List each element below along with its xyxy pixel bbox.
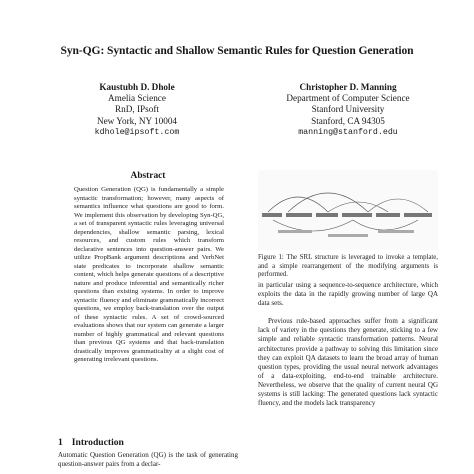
paragraph: in particular using a sequence-to-sequence architecture, which exploits the data in the rapidly growing number of large QA data sets. [258, 281, 438, 308]
paragraph: Previous rule-based approaches suffer from a significant lack of variety in the questions they generate, sticking to a few simple and reliable syntactic transformation patterns. Neural architectures provide a pathway to solving this limitation since they can exploit QA datasets to learn the broad array of human question types, providing the usual neural network advantages of a data-exploiting, end-to-end trainable architecture. Nevertheless, we observe that the quality of current neural QG systems is still lacking: The generated questions lack syntactic fluency, and the models lack transparency [258, 317, 438, 408]
section-heading-introduction [58, 437, 124, 448]
author-block-1 [37, 82, 237, 138]
author-affiliation-line: RnD, IPsoft [115, 104, 159, 115]
section-title: Introduction [71, 437, 124, 448]
author-affiliation-line: Department of Computer Science [286, 93, 410, 104]
introduction-text: Automatic Question Generation (QG) is the task of generating question-answer pairs from a declar- [58, 451, 238, 468]
right-column-text [258, 281, 438, 417]
author-name: Kaustubh D. Dhole [99, 82, 175, 92]
author-affiliation-line: Stanford University [311, 104, 385, 115]
author-email: kdhole@ipsoft.com [94, 127, 180, 137]
figure-caption: Figure 1: The SRL structure is leveraged to invoke a template, and a simple rearrangement of the modifying arguments is performed. [258, 254, 438, 279]
figure-background [258, 170, 438, 250]
author-affiliation-line: New York, NY 10004 [96, 115, 178, 126]
section-number: 1 [58, 437, 63, 448]
figure-token-row [262, 213, 432, 217]
paper-title: Syn-QG: Syntactic and Shallow Semantic Rules for Question Generation [60, 44, 414, 57]
author-block-2 [248, 82, 448, 138]
author-affiliation-line: Amelia Science [108, 93, 166, 104]
author-affiliation-line: Stanford, CA 94305 [311, 115, 385, 126]
srl-figure [258, 170, 438, 250]
author-email: manning@stanford.edu [298, 127, 398, 137]
abstract-heading: Abstract [130, 171, 166, 181]
author-name: Christopher D. Manning [299, 82, 397, 92]
abstract-text: Question Generation (QG) is fundamentally a simple syntactic transformation; however, many aspects of semantics influence what questions are good to form. We implement this observation by developing Syn-QG, a set of transparent syntactic rules leveraging universal dependencies, shallow semantic parsing, lexical resources, and custom rules which transform declarative sentences into question-answer pairs. We utilize PropBank argument descriptions and VerbNet state predicates to incorporate shallow semantic content, which helps generate questions of a descriptive nature and produce inferential and semantically richer questions than existing systems. In order to improve syntactic fluency and eliminate grammatically incorrect questions, we employ back-translation over the output of these syntactic rules. A set of crowd-sourced evaluations shows that our system can generate a larger number of highly grammatical and relevant questions than previous QG systems and that back-translation drastically improves grammaticality at a slight cost of generating irrelevant questions. [74, 186, 224, 363]
